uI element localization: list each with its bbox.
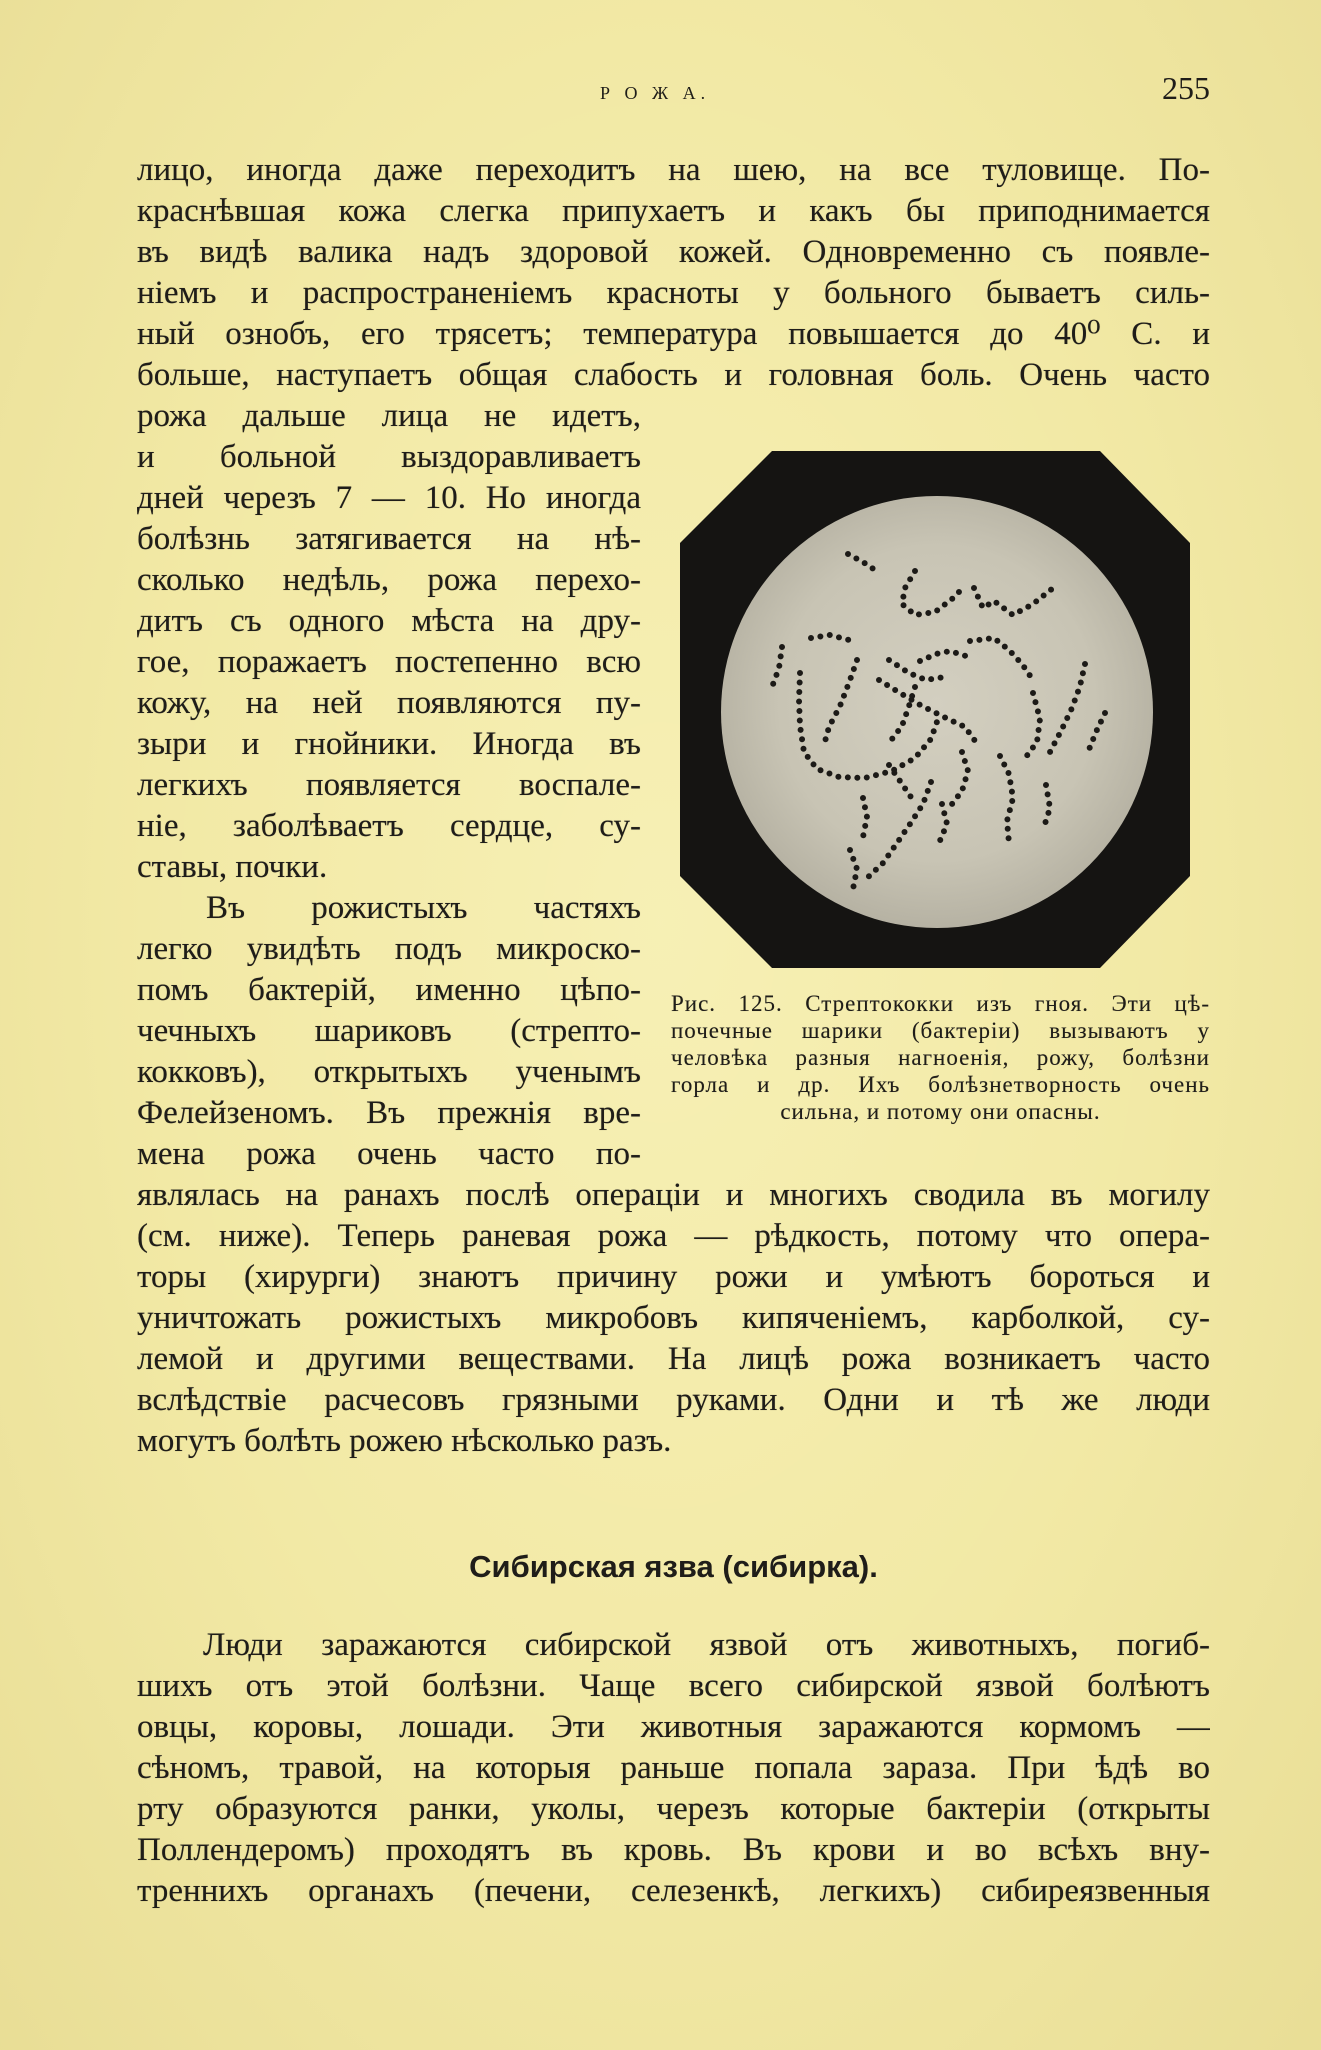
- text-line: легкихъ появляется воспале-: [137, 767, 641, 803]
- streptococci-micrograph: [680, 451, 1190, 968]
- text-line: шихъ отъ этой болѣзни. Чаще всего сибирской язвой болѣютъ: [137, 1668, 1210, 1704]
- caption-line: сильна, и потому они опасны.: [780, 1099, 1101, 1124]
- section-text: [137, 1625, 1210, 1912]
- text-line: дней черезъ 7 — 10. Но иногда: [137, 480, 641, 516]
- text-line: ніе, заболѣваетъ сердце, су-: [137, 808, 641, 844]
- text-line: чечныхъ шариковъ (стрепто-: [137, 1013, 641, 1049]
- section-heading: Сибирская язва (сибирка).: [469, 1549, 878, 1584]
- text-line: являлась на ранахъ послѣ операціи и многихъ сводила въ могилу: [137, 1177, 1210, 1213]
- text-line: сѣномъ, травой, на которыя раньше попала зараза. При ѣдѣ во: [137, 1750, 1210, 1786]
- text-line: болѣзнь затягивается на нѣ-: [137, 521, 641, 557]
- caption-line: Рис. 125. Стрептококки изъ гноя. Эти цѣ-: [671, 991, 1210, 1016]
- text-line: легко увидѣть подъ микроско-: [137, 931, 641, 967]
- text-line: ставы, почки.: [137, 849, 328, 885]
- paragraph-start-line: Люди заражаются сибирской язвой отъ животныхъ, погиб-: [203, 1627, 1210, 1663]
- text-line: рту образуются ранки, уколы, черезъ которые бактеріи (открыты: [137, 1791, 1210, 1827]
- text-line: овцы, коровы, лошади. Эти животныя заражаются кормомъ —: [137, 1709, 1210, 1745]
- caption-line: человѣка разныя нагноенія, рожу, болѣзни: [671, 1045, 1210, 1070]
- text-line: сколько недѣль, рожа перехо-: [137, 562, 641, 598]
- text-line: гое, поражаетъ постепенно всю: [137, 644, 641, 680]
- text-line: въ видѣ валика надъ здоровой кожей. Одновременно съ появле-: [137, 234, 1210, 270]
- text-line: больше, наступаетъ общая слабость и головная боль. Очень часто: [137, 357, 1210, 393]
- text-line: треннихъ органахъ (печени, селезенкѣ, легкихъ) сибиреязвенныя: [137, 1873, 1210, 1909]
- running-title: Р О Ж А.: [600, 83, 711, 103]
- text-line: (см. ниже). Теперь раневая рожа — рѣдкость, потому что опера-: [137, 1218, 1210, 1254]
- body-text-top: [137, 150, 1210, 396]
- text-line: кокковъ), открытыхъ ученымъ: [137, 1054, 641, 1090]
- text-line: могутъ болѣть рожею нѣсколько разъ.: [137, 1423, 672, 1459]
- text-line: зыри и гнойники. Иногда въ: [137, 726, 641, 762]
- caption-line: почечные шарики (бактеріи) вызываютъ у: [671, 1018, 1210, 1043]
- text-line: ный ознобъ, его трясетъ; температура повышается до 40⁰ С. и: [137, 316, 1210, 352]
- body-text-bottom: [137, 1175, 1210, 1462]
- text-line: Поллендеромъ) проходятъ въ кровь. Въ крови и во всѣхъ вну-: [137, 1832, 1210, 1868]
- text-line: рожа дальше лица не идетъ,: [137, 398, 641, 434]
- text-line: краснѣвшая кожа слегка припухаетъ и какъ бы приподнимается: [137, 193, 1210, 229]
- text-line: мена рожа очень часто по-: [137, 1136, 641, 1172]
- page-number: 255: [1162, 70, 1210, 106]
- text-line: лицо, иногда даже переходитъ на шею, на все туловище. По-: [137, 152, 1210, 188]
- text-line: дитъ съ одного мѣста на дру-: [137, 603, 641, 639]
- text-line: и больной выздоравливаетъ: [137, 439, 641, 475]
- text-line: ніемъ и распространеніемъ красноты у больного бываетъ силь-: [137, 275, 1210, 311]
- text-line: торы (хирурги) знаютъ причину рожи и умѣютъ бороться и: [137, 1259, 1210, 1295]
- text-line: вслѣдствіе расчесовъ грязными руками. Одни и тѣ же люди: [137, 1382, 1210, 1418]
- text-line: лемой и другими веществами. На лицѣ рожа возникаетъ часто: [137, 1341, 1210, 1377]
- text-line: помъ бактерій, именно цѣпо-: [137, 972, 641, 1008]
- figure-caption: [671, 990, 1210, 1125]
- paragraph-start-line: Въ рожистыхъ частяхъ: [206, 890, 641, 926]
- text-line: кожу, на ней появляются пу-: [137, 685, 641, 721]
- caption-line: горла и др. Ихъ болѣзнетворность очень: [671, 1072, 1210, 1097]
- text-line: Фелейзеномъ. Въ прежнія вре-: [137, 1095, 641, 1131]
- text-line: уничтожать рожистыхъ микробовъ кипяченіемъ, карболкой, су-: [137, 1300, 1210, 1336]
- body-text-wrapped: [137, 396, 641, 1175]
